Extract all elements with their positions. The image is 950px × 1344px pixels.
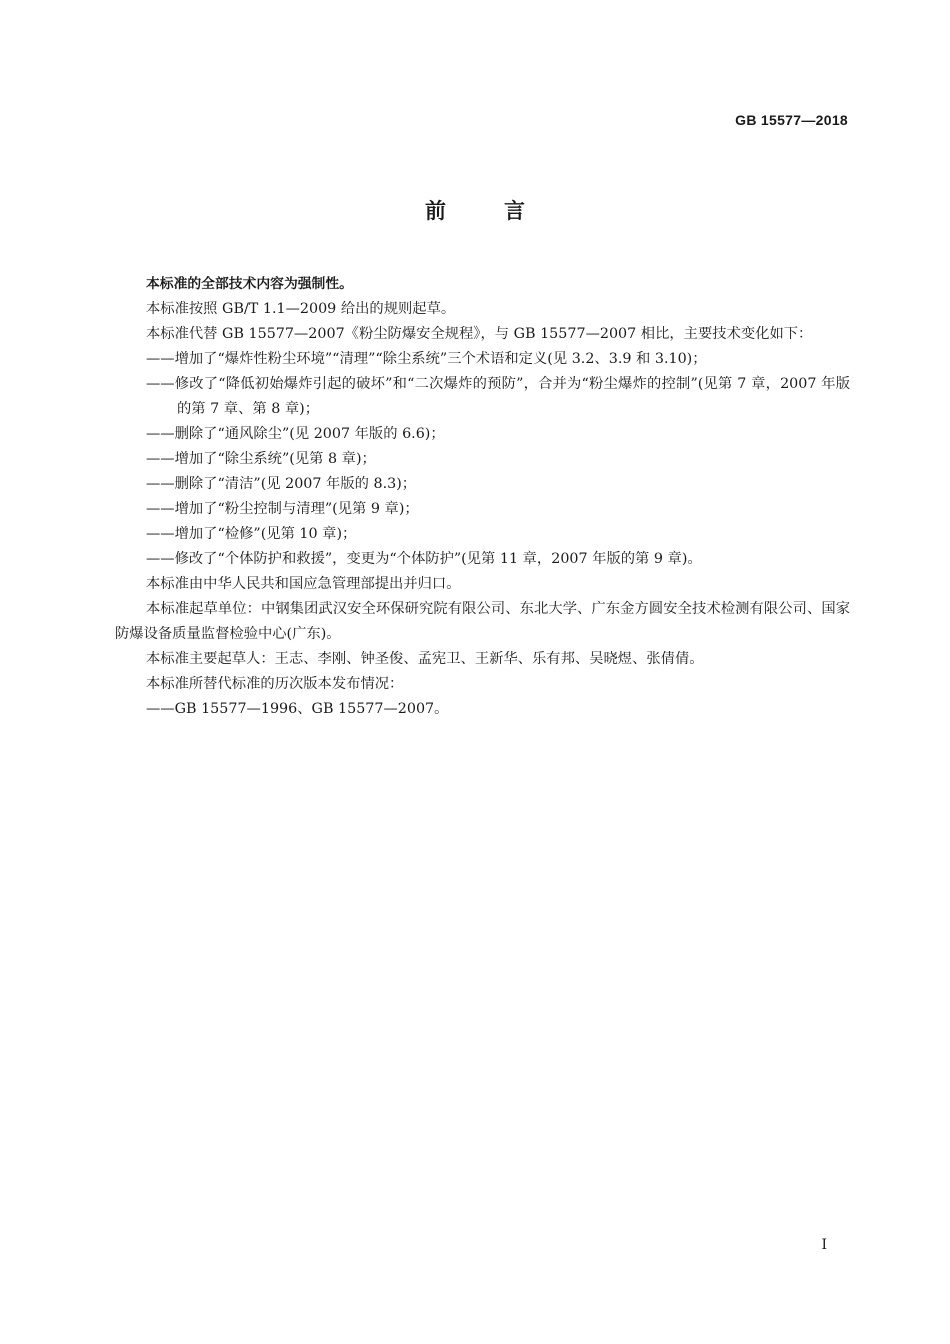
- change-item: ——增加了“粉尘控制与清理”(见第 9 章)；: [146, 501, 419, 517]
- change-item: ——增加了“检修”(见第 10 章)；: [146, 526, 357, 542]
- change-item: ——删除了“清洁”(见 2007 年版的 8.3)；: [146, 476, 417, 492]
- foreword-body: [115, 272, 850, 722]
- previous-editions-item: ——GB 15577—1996、GB 15577—2007。: [146, 701, 449, 717]
- drafting-units-paragraph: 本标准起草单位：中钢集团武汉安全环保研究院有限公司、东北大学、广东金方圆安全技术检测有限公司、国家防爆设备质量监督检验中心(广东)。: [115, 601, 850, 642]
- change-item: ——增加了“除尘系统”(见第 8 章)；: [146, 451, 376, 467]
- replaces-paragraph: 本标准代替 GB 15577—2007《粉尘防爆安全规程》，与 GB 15577—2007 相比，主要技术变化如下：: [146, 326, 813, 342]
- previous-editions-intro: 本标准所替代标准的历次版本发布情况：: [146, 676, 404, 692]
- mandatory-statement-text: 本标准的全部技术内容为强制性。: [146, 276, 353, 292]
- standard-number-header: GB 15577—2018: [735, 112, 848, 128]
- page-title: 前言: [425, 199, 583, 223]
- drafters-paragraph: 本标准主要起草人：王志、李刚、钟圣俊、孟宪卫、王新华、乐有邦、吴晓煜、张倩倩。: [146, 651, 704, 667]
- proposed-by-paragraph: 本标准由中华人民共和国应急管理部提出并归口。: [146, 576, 461, 592]
- change-item: ——修改了“个体防护和救援”，变更为“个体防护”(见第 11 章，2007 年版的第 9 章)。: [146, 551, 702, 567]
- change-item: ——修改了“降低初始爆炸引起的破坏”和“二次爆炸的预防”，合并为“粉尘爆炸的控制”(见第 7 章，2007 年版的第 7 章、第 8 章)；: [146, 376, 850, 417]
- change-item: ——删除了“通风除尘”(见 2007 年版的 6.6)；: [146, 426, 445, 442]
- change-item: ——增加了“爆炸性粉尘环境”“清理”“除尘系统”三个术语和定义(见 3.2、3.9 和 3.10)；: [146, 351, 707, 367]
- mandatory-statement: [115, 272, 850, 297]
- page-number: I: [821, 1237, 827, 1253]
- drafting-rules-paragraph: 本标准按照 GB/T 1.1—2009 给出的规则起草。: [146, 301, 456, 317]
